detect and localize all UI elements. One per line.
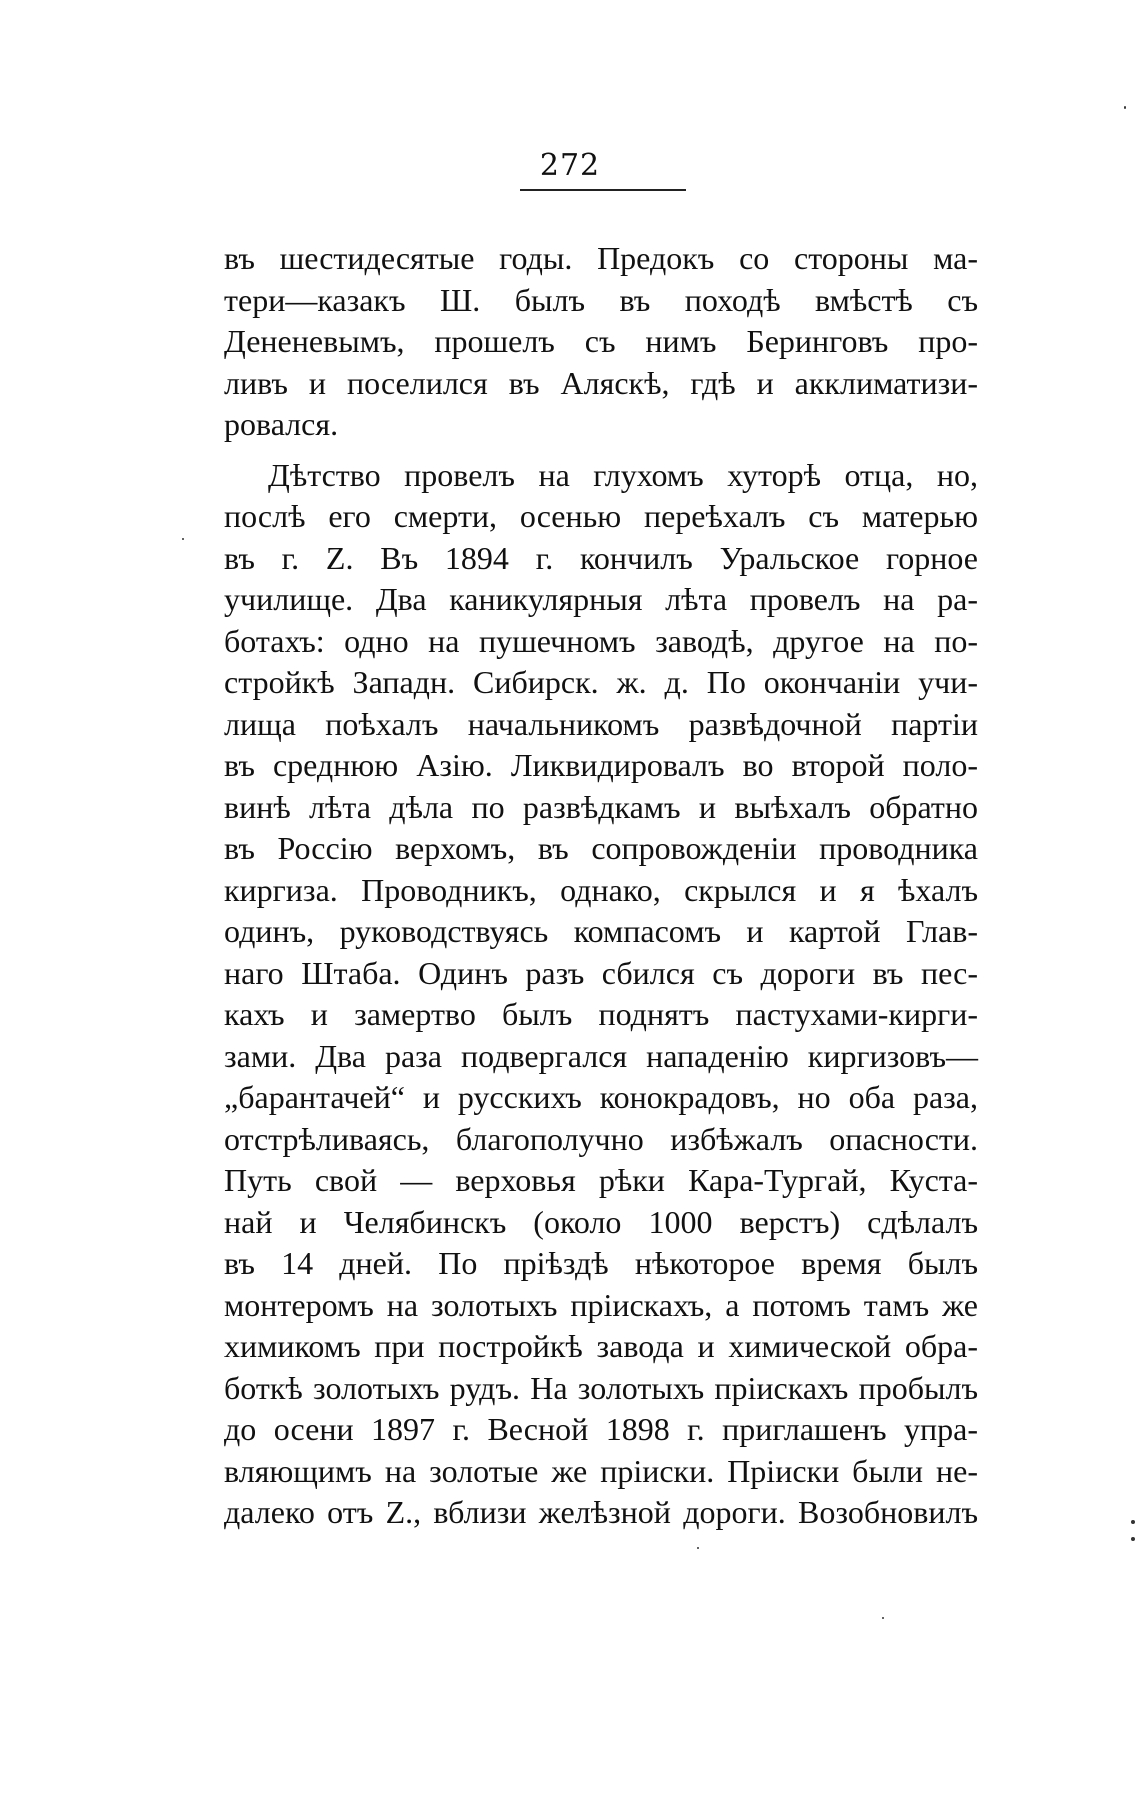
text-line: вляющимъ на золотые же пріиски. Пріиски были не- bbox=[224, 1452, 978, 1489]
paragraph-1 bbox=[224, 238, 978, 446]
text-line: въ шестидесятые годы. Предокъ со стороны ма- bbox=[224, 240, 978, 276]
text-line: въ 14 дней. По пріѣздѣ нѣкоторое время былъ bbox=[224, 1245, 978, 1281]
body-text bbox=[224, 238, 978, 1534]
text-line: „барантачей“ и русскихъ конокрадовъ, но оба раза, bbox=[224, 1079, 978, 1115]
scan-speck bbox=[1131, 1537, 1135, 1541]
text-line: наго Штаба. Одинъ разъ сбился съ дороги въ пес- bbox=[224, 954, 978, 991]
paragraph-gap bbox=[224, 446, 978, 455]
text-line: далеко отъ Z., вблизи желѣзной дороги. Возобновилъ bbox=[224, 1494, 978, 1530]
scan-speck bbox=[182, 538, 184, 540]
text-line: стройкѣ Западн. Сибирск. ж. д. По окончаніи учи- bbox=[224, 664, 978, 700]
text-line: монтеромъ на золотыхъ пріискахъ, а потомъ тамъ же bbox=[224, 1286, 978, 1323]
text-line: най и Челябинскъ (около 1000 верстъ) сдѣлалъ bbox=[224, 1203, 978, 1240]
text-line: винѣ лѣта дѣла по развѣдкамъ и выѣхалъ обратно bbox=[224, 788, 978, 825]
page-number-rule bbox=[520, 189, 686, 191]
page-number: 272 bbox=[539, 148, 601, 183]
scan-speck bbox=[882, 1617, 884, 1619]
scan-speck bbox=[1124, 106, 1126, 109]
text-line: въ среднюю Азію. Ликвидировалъ во второй поло- bbox=[224, 747, 978, 783]
text-line: кахъ и замертво былъ поднятъ пастухами-кирги- bbox=[224, 996, 978, 1032]
text-line: одинъ, руководствуясь компасомъ и картой Глав- bbox=[224, 913, 978, 949]
text-line: въ г. Z. Въ 1894 г. кончилъ Уральское горное bbox=[224, 539, 978, 576]
text-line: химикомъ при постройкѣ завода и химической обра- bbox=[224, 1328, 978, 1364]
text-line: Путь свой — верховья рѣки Кара-Тургай, Куста- bbox=[224, 1162, 978, 1198]
scan-speck bbox=[697, 1547, 699, 1549]
text-line: зами. Два раза подвергался нападенію киргизовъ— bbox=[224, 1037, 978, 1074]
text-line: боткѣ золотыхъ рудъ. На золотыхъ пріискахъ пробылъ bbox=[224, 1369, 978, 1406]
text-line: Дѣтство провелъ на глухомъ хуторѣ отца, но, bbox=[268, 456, 978, 493]
text-line: ботахъ: одно на пушечномъ заводѣ, другое на по- bbox=[224, 622, 978, 659]
text-line: ровался. bbox=[224, 406, 339, 442]
paragraph-2 bbox=[224, 455, 978, 1534]
scan-speck bbox=[1131, 1520, 1135, 1524]
text-line: Дененевымъ, прошелъ съ нимъ Беринговъ про- bbox=[224, 323, 978, 359]
text-line: тери—казакъ Ш. былъ въ походѣ вмѣстѣ съ bbox=[224, 281, 978, 318]
text-line: отстрѣливаясь, благополучно избѣжалъ опасности. bbox=[224, 1120, 978, 1157]
text-line: лища поѣхалъ начальникомъ развѣдочной партіи bbox=[224, 705, 978, 742]
text-line: въ Россію верхомъ, въ сопровожденіи проводника bbox=[224, 830, 978, 866]
text-line: ливъ и поселился въ Аляскѣ, гдѣ и акклиматизи- bbox=[224, 364, 978, 401]
text-line: киргиза. Проводникъ, однако, скрылся и я ѣхалъ bbox=[224, 871, 978, 908]
text-line: до осени 1897 г. Весной 1898 г. приглашенъ упра- bbox=[224, 1411, 978, 1447]
text-line: послѣ его смерти, осенью переѣхалъ съ матерью bbox=[224, 498, 978, 534]
text-line: училище. Два каникулярныя лѣта провелъ на ра- bbox=[224, 581, 978, 617]
